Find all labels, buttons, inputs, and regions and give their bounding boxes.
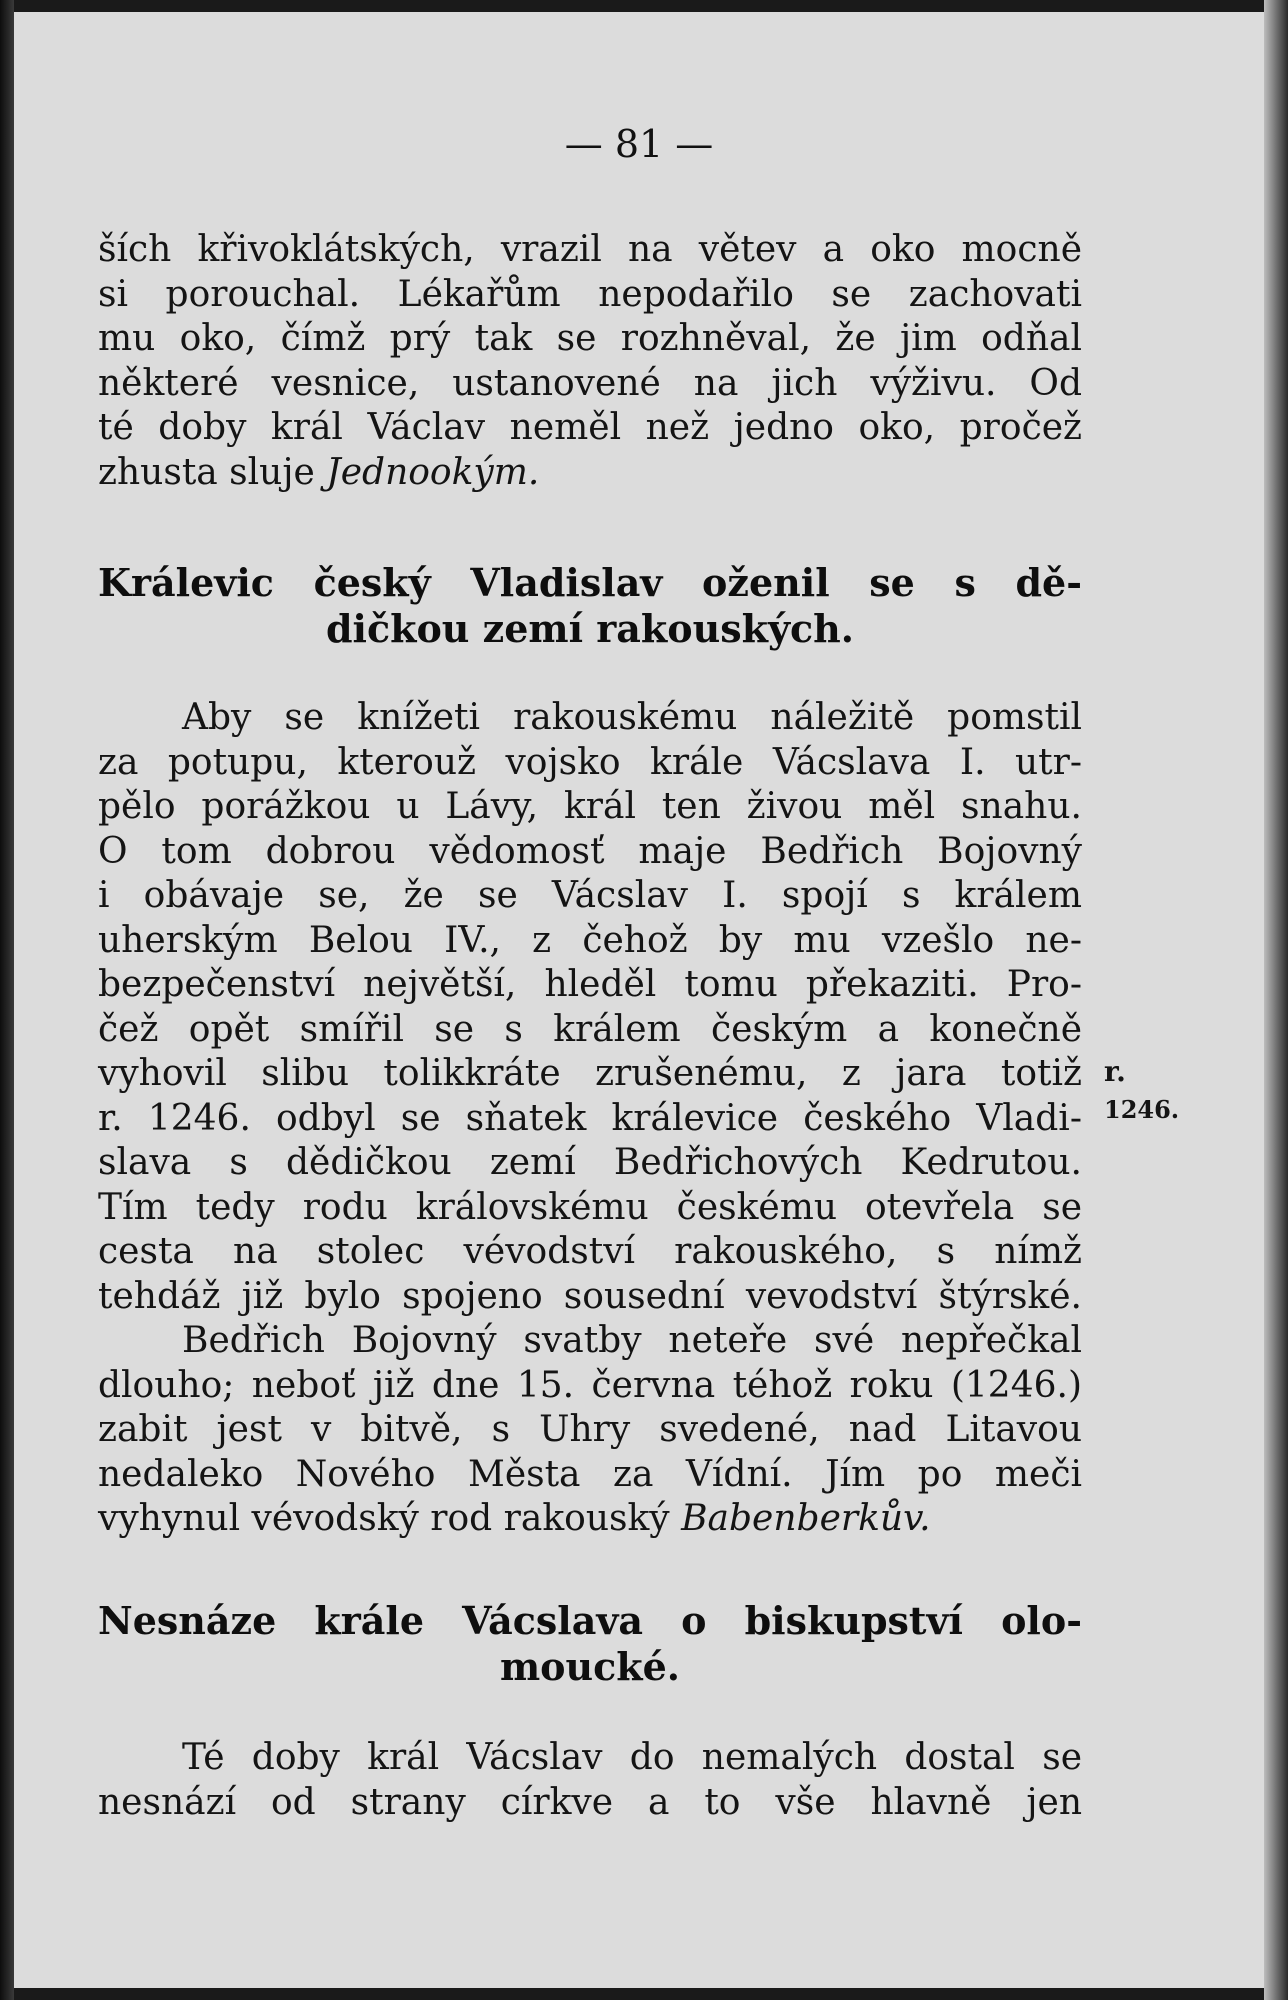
text-line: za potupu, kterouž vojsko krále Vácslava I. utr-: [98, 741, 1082, 783]
margin-note-year: 1246.: [1104, 1095, 1180, 1124]
paragraph: [98, 696, 1082, 1542]
text-line: r. 1246. odbyl se sňatek králevice českého Vladi-: [98, 1097, 1082, 1139]
text-line: nedaleko Nového Města za Vídní. Jím po meči: [98, 1453, 1082, 1495]
text-line: si porouchal. Lékařům nepodařilo se zachovati: [98, 273, 1082, 315]
heading-line: Králevic český Vladislav oženil se s dě-: [98, 560, 1082, 605]
section-heading: [98, 1598, 1082, 1690]
margin-note-prefix: r.: [1104, 1055, 1126, 1088]
scan-edge-left: [0, 0, 14, 2000]
book-page: [14, 12, 1264, 1988]
text-line: uherským Belou IV., z čehož by mu vzešlo ne-: [98, 919, 1082, 961]
paragraph: [98, 1736, 1082, 1825]
text-line: bezpečenství největší, hleděl tomu překaziti. Pro-: [98, 964, 1082, 1005]
text-line: pělo porážkou u Lávy, král ten živou měl snahu.: [98, 786, 1082, 827]
page-number: — 81 —: [564, 122, 714, 166]
text-line: [98, 1497, 1082, 1542]
italic-term: Jednookým.: [326, 451, 540, 493]
text-fragment: zhusta sluje: [98, 451, 315, 493]
text-line: Aby se knížeti rakouskému náležitě pomstil: [182, 697, 1082, 738]
text-line: dlouho; neboť již dne 15. června téhož roku (1246.): [98, 1364, 1082, 1406]
heading-line: dičkou zemí rakouských.: [325, 606, 855, 651]
text-line: mu oko, čímž prý tak se rozhněval, že jim odňal: [98, 318, 1082, 359]
text-line: i obávaje se, že se Vácslav I. spojí s králem: [98, 875, 1082, 916]
text-line: některé vesnice, ustanovené na jich výživu. Od: [98, 362, 1082, 404]
text-line: slava s dědičkou zemí Bedřichových Kedrutou.: [98, 1142, 1082, 1183]
paragraph-continuation: [98, 228, 1082, 495]
text-line: O tom dobrou vědomosť maje Bedřich Bojovný: [98, 830, 1082, 872]
text-line: ších křivoklátských, vrazil na větev a oko mocně: [98, 229, 1082, 270]
text-line: té doby král Václav neměl než jedno oko, pročež: [98, 407, 1082, 448]
text-line: zabit jest v bitvě, s Uhry svedené, nad Litavou: [98, 1409, 1082, 1450]
section-heading: [98, 560, 1082, 652]
text-line: cesta na stolec vévodství rakouského, s nímž: [98, 1231, 1082, 1272]
text-line: čež opět smířil se s králem českým a konečně: [98, 1008, 1082, 1050]
italic-term: Babenberkův.: [681, 1498, 931, 1539]
text-line: Bedřich Bojovný svatby neteře své nepřečkal: [182, 1320, 1082, 1361]
text-line: vyhovil slibu tolikkráte zrušenému, z jara totiž: [98, 1053, 1082, 1094]
heading-line: Nesnáze krále Vácslava o biskupství olo-: [98, 1598, 1082, 1643]
text-fragment: vyhynul vévodský rod rakouský: [98, 1498, 670, 1539]
text-line: Tím tedy rodu královskému českému otevřela se: [98, 1186, 1082, 1228]
text-line: [98, 451, 1082, 496]
text-line: tehdáž již bylo spojeno sousední vevodství štýrské.: [98, 1275, 1082, 1317]
text-line: nesnází od strany církve a to vše hlavně jen: [98, 1781, 1082, 1823]
heading-line: moucké.: [499, 1644, 681, 1689]
scan-edge-right: [1264, 0, 1288, 2000]
text-line: Té doby král Vácslav do nemalých dostal se: [182, 1737, 1082, 1778]
